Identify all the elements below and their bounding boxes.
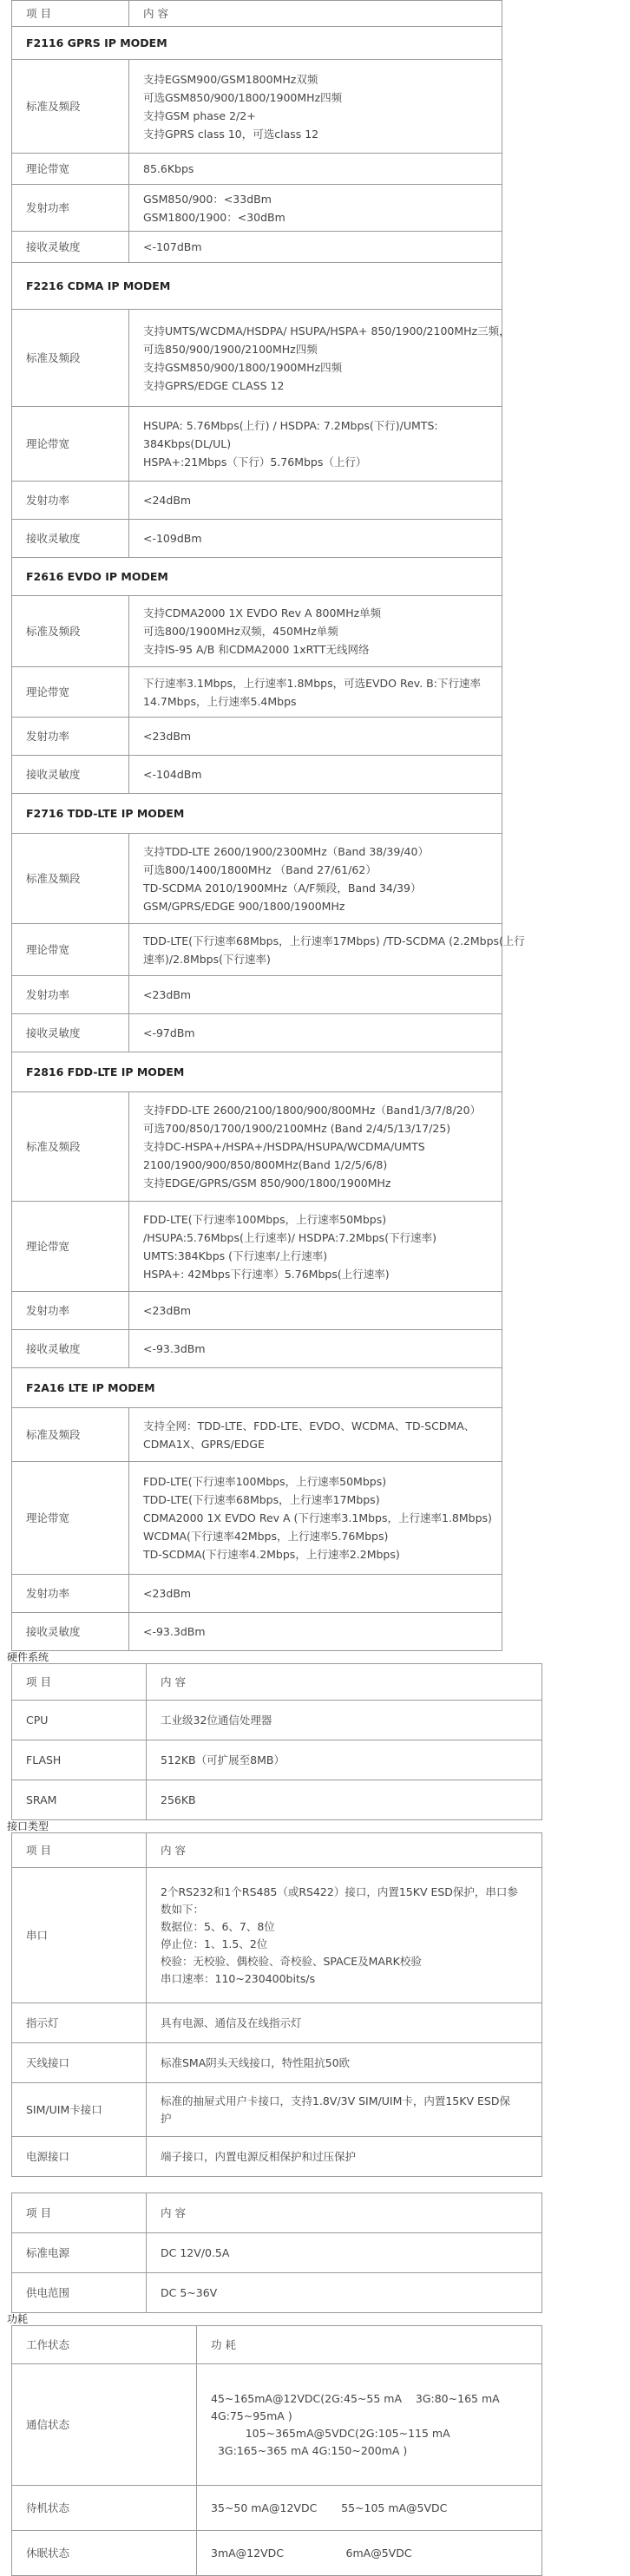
value-line: TD-SCDMA 2010/1900MHz（A/F频段，Band 34/39） (143, 881, 422, 895)
value-line: 工业级32位通信处理器 (161, 1713, 272, 1727)
row-value (147, 2043, 542, 2083)
row-label: 待机状态 (12, 2486, 197, 2531)
table-header-row (12, 2326, 542, 2364)
value-line: HSPA+: 42Mbps下行速率）5.76Mbps(上行速率) (143, 1267, 390, 1281)
row-value (147, 1740, 542, 1780)
row-label: CPU (12, 1701, 147, 1740)
row-label: 标准电源 (12, 2233, 147, 2273)
header-content: 内 容 (147, 1833, 542, 1868)
value-line: CDMA1X、GPRS/EDGE (143, 1437, 265, 1451)
table-header-row (12, 1, 502, 27)
consumption-section-title: 功耗 (7, 2313, 29, 2325)
value-line: <-97dBm (143, 1026, 195, 1039)
table-row (12, 2137, 542, 2177)
spacer (0, 2177, 630, 2193)
value-line: 2100/1900/900/850/800MHz(Band 1/2/5/6/8) (143, 1158, 388, 1171)
value-line: DC 5~36V (161, 2285, 218, 2299)
row-label: FLASH (12, 1740, 147, 1780)
row-value (147, 1868, 542, 2003)
section-title: F2116 GPRS IP MODEM (12, 27, 502, 60)
value-line: TDD-LTE(下行速率68Mbps，上行速率17Mbps) (143, 1493, 380, 1506)
value-line: 105~365mA@5VDC(2G:105~115 mA (211, 2426, 450, 2440)
row-label: 标准及频段 (12, 834, 129, 924)
row-label: 休眠状态 (12, 2531, 197, 2576)
table-row (12, 482, 502, 520)
value-line: FDD-LTE(下行速率100Mbps，上行速率50Mbps) (143, 1475, 387, 1488)
header-content: 功 耗 (197, 2326, 542, 2364)
row-value (129, 1092, 502, 1202)
row-value (129, 520, 502, 558)
row-label: SIM/UIM卡接口 (12, 2083, 147, 2137)
row-value (129, 976, 502, 1014)
table-row (12, 1575, 502, 1613)
table-row (12, 1701, 542, 1740)
row-value (197, 2486, 542, 2531)
value-line: FDD-LTE(下行速率100Mbps，上行速率50Mbps) (143, 1212, 387, 1226)
table-row (12, 718, 502, 756)
row-label: 接收灵敏度 (12, 232, 129, 263)
row-label: 理论带宽 (12, 667, 129, 718)
value-line: 支持CDMA2000 1X EVDO Rev A 800MHz单频 (143, 606, 382, 619)
row-label: 接收灵敏度 (12, 1014, 129, 1052)
row-label: 发射功率 (12, 976, 129, 1014)
header-item: 项 目 (12, 1664, 147, 1701)
row-value (129, 834, 502, 924)
value-line: <23dBm (143, 1304, 192, 1317)
value-line: UMTS:384Kbps (下行速率/上行速率) (143, 1249, 328, 1262)
header-content: 内 容 (129, 1, 502, 27)
value-line: 3mA@12VDC 6mA@5VDC (211, 2546, 412, 2560)
value-line: 256KB (161, 1793, 196, 1806)
value-line: 停止位：1、1.5、2位 (161, 1937, 268, 1950)
row-label: 发射功率 (12, 185, 129, 232)
table-row (12, 520, 502, 558)
value-line: 串口速率：110~230400bits/s (161, 1971, 316, 1985)
table-row (12, 1740, 542, 1780)
value-line: <-107dBm (143, 240, 202, 253)
header-item: 工作状态 (12, 2326, 197, 2364)
table-row (12, 1868, 542, 2003)
section-title: F2816 FDD-LTE IP MODEM (12, 1052, 502, 1092)
value-line: 支持UMTS/WCDMA/HSDPA/ HSUPA/HSPA+ 850/1900/2100MHz三频， (143, 324, 510, 338)
row-label: 电源接口 (12, 2137, 147, 2177)
value-line: 支持GPRS/EDGE CLASS 12 (143, 378, 285, 392)
interfaces-section-title: 接口类型 (7, 1820, 49, 1832)
value-line: 校验：无校验、偶校验、奇校验、SPACE及MARK校验 (161, 1954, 422, 1968)
row-label: 标准及频段 (12, 310, 129, 407)
row-value (129, 1202, 502, 1292)
row-value (147, 1780, 542, 1820)
section-title-row (12, 1368, 502, 1408)
section-title-row (12, 794, 502, 834)
section-title-row (12, 558, 502, 596)
value-line: DC 12V/0.5A (161, 2245, 230, 2259)
section-title-row (12, 27, 502, 60)
row-label: SRAM (12, 1780, 147, 1820)
value-line: <23dBm (143, 988, 192, 1001)
row-value (147, 2233, 542, 2273)
row-value (129, 407, 502, 482)
table-row (12, 756, 502, 794)
table-row (12, 2273, 542, 2313)
row-label: 标准及频段 (12, 596, 129, 667)
value-line: <24dBm (143, 494, 192, 507)
row-label: 理论带宽 (12, 1462, 129, 1575)
value-line: 支持GPRS class 10，可选class 12 (143, 127, 319, 141)
row-value (147, 2003, 542, 2043)
table-row (12, 2486, 542, 2531)
table-row (12, 1613, 502, 1651)
value-line: 14.7Mbps，上行速率5.4Mbps (143, 694, 297, 708)
value-line: 速率)/2.8Mbps(下行速率) (143, 952, 271, 966)
row-label: 指示灯 (12, 2003, 147, 2043)
value-line: 下行速率3.1Mbps，上行速率1.8Mbps，可选EVDO Rev. B:下行速率 (143, 676, 481, 690)
row-value (129, 1408, 502, 1462)
table-row (12, 596, 502, 667)
row-value (147, 2083, 542, 2137)
row-label: 标准及频段 (12, 60, 129, 154)
row-value (147, 2273, 542, 2313)
section-title: F2216 CDMA IP MODEM (12, 263, 502, 310)
row-label: 接收灵敏度 (12, 1330, 129, 1368)
table-row (12, 2083, 542, 2137)
table-row (12, 1092, 502, 1202)
value-line: HSPA+:21Mbps（下行）5.76Mbps（上行） (143, 456, 367, 469)
power-supply-table (11, 2193, 542, 2313)
value-line: 512KB（可扩展至8MB） (161, 1753, 285, 1766)
table-row (12, 60, 502, 154)
row-label: 接收灵敏度 (12, 756, 129, 794)
table-row (12, 1408, 502, 1462)
table-header-row (12, 1833, 542, 1868)
row-label: 理论带宽 (12, 407, 129, 482)
value-line: /HSUPA:5.76Mbps(上行速率)/ HSDPA:7.2Mbps(下行速率) (143, 1230, 436, 1244)
row-label: 发射功率 (12, 718, 129, 756)
table-row (12, 976, 502, 1014)
value-line: 384Kbps(DL/UL) (143, 437, 232, 450)
value-line: 4G:75~95mA ) (211, 2409, 292, 2422)
row-value (197, 2531, 542, 2576)
table-row (12, 2003, 542, 2043)
row-label: 发射功率 (12, 1575, 129, 1613)
table-row (12, 2364, 542, 2486)
consumption-table (11, 2325, 542, 2576)
row-value (129, 1292, 502, 1330)
header-item: 项 目 (12, 1, 129, 27)
header-item: 项 目 (12, 2193, 147, 2233)
row-value (129, 1330, 502, 1368)
value-line: 端子接口，内置电源反相保护和过压保护 (161, 2149, 357, 2163)
value-line: 支持IS-95 A/B 和CDMA2000 1xRTT无线网络 (143, 643, 370, 656)
value-line: 支持GSM850/900/1800/1900MHz四频 (143, 360, 343, 374)
table-row (12, 2531, 542, 2576)
table-row (12, 667, 502, 718)
table-row (12, 310, 502, 407)
row-label: 发射功率 (12, 482, 129, 520)
row-value (129, 185, 502, 232)
section-title-row (12, 263, 502, 310)
value-line: 标准的抽屉式用户卡接口，支持1.8V/3V SIM/UIM卡，内置15KV ESD保 (161, 2094, 510, 2107)
table-header-row (12, 1664, 542, 1701)
value-line: 可选GSM850/900/1800/1900MHz四频 (143, 90, 343, 104)
value-line: 标准SMA阴头天线接口，特性阻抗50欧 (161, 2055, 351, 2069)
row-value (129, 60, 502, 154)
value-line: <-104dBm (143, 768, 202, 781)
row-label: 通信状态 (12, 2364, 197, 2486)
value-line: 支持全网：TDD-LTE、FDD-LTE、EVDO、WCDMA、TD-SCDMA、 (143, 1419, 476, 1432)
modem-spec-table (11, 0, 525, 1651)
table-row (12, 1014, 502, 1052)
value-line: 具有电源、通信及在线指示灯 (161, 2016, 302, 2029)
row-label: 串口 (12, 1868, 147, 2003)
value-line: TD-SCDMA(下行速率4.2Mbps，上行速率2.2Mbps) (143, 1548, 400, 1561)
row-value (129, 718, 502, 756)
hardware-table (11, 1663, 542, 1820)
row-value (129, 924, 525, 976)
section-title-row (12, 1052, 502, 1092)
value-line: 支持GSM phase 2/2+ (143, 108, 256, 122)
row-value (129, 1014, 502, 1052)
row-value (129, 310, 510, 407)
table-row (12, 185, 502, 232)
value-line: 可选800/1400/1800MHz （Band 27/61/62） (143, 862, 377, 876)
value-line: 35~50 mA@12VDC 55~105 mA@5VDC (211, 2501, 448, 2514)
value-line: <23dBm (143, 730, 192, 743)
row-value (129, 154, 502, 185)
row-label: 标准及频段 (12, 1092, 129, 1202)
row-label: 理论带宽 (12, 1202, 129, 1292)
row-label: 发射功率 (12, 1292, 129, 1330)
value-line: 2个RS232和1个RS485（或RS422）接口，内置15KV ESD保护，串口参 (161, 1884, 518, 1898)
value-line: 支持TDD-LTE 2600/1900/2300MHz（Band 38/39/40） (143, 844, 429, 858)
table-row (12, 834, 502, 924)
header-item: 项 目 (12, 1833, 147, 1868)
row-value (129, 1575, 502, 1613)
table-row (12, 2043, 542, 2083)
value-line: 3G:165~365 mA 4G:150~200mA ) (211, 2443, 408, 2457)
row-value (129, 1613, 502, 1651)
row-value (197, 2364, 542, 2486)
section-title: F2616 EVDO IP MODEM (12, 558, 502, 596)
header-content: 内 容 (147, 1664, 542, 1701)
table-row (12, 1330, 502, 1368)
header-content: 内 容 (147, 2193, 542, 2233)
row-label: 接收灵敏度 (12, 520, 129, 558)
value-line: <23dBm (143, 1587, 192, 1600)
table-row (12, 1202, 502, 1292)
row-label: 接收灵敏度 (12, 1613, 129, 1651)
table-row (12, 407, 502, 482)
table-row (12, 2233, 542, 2273)
section-title: F2A16 LTE IP MODEM (12, 1368, 502, 1408)
value-line: 支持EDGE/GPRS/GSM 850/900/1800/1900MHz (143, 1177, 391, 1190)
row-value (147, 1701, 542, 1740)
value-line: 45~165mA@12VDC(2G:45~55 mA 3G:80~165 mA (211, 2391, 500, 2405)
value-line: GSM1800/1900：<30dBm (143, 210, 285, 224)
value-line: <-109dBm (143, 532, 202, 545)
table-row (12, 924, 502, 976)
value-line: <-93.3dBm (143, 1625, 206, 1638)
value-line: 支持DC-HSPA+/HSPA+/HSDPA/HSUPA/WCDMA/UMTS (143, 1140, 425, 1153)
value-line: HSUPA: 5.76Mbps(上行) / HSDPA: 7.2Mbps(下行)/UMTS: (143, 419, 438, 432)
value-line: <-93.3dBm (143, 1342, 206, 1355)
row-value (129, 232, 502, 263)
value-line: GSM850/900：<33dBm (143, 192, 272, 206)
value-line: 支持EGSM900/GSM1800MHz双频 (143, 72, 318, 86)
row-value (147, 2137, 542, 2177)
value-line: CDMA2000 1X EVDO Rev A (下行速率3.1Mbps，上行速率1.8Mbps) (143, 1511, 492, 1524)
row-label: 理论带宽 (12, 924, 129, 976)
value-line: WCDMA(下行速率42Mbps，上行速率5.76Mbps) (143, 1530, 389, 1543)
value-line: 数如下： (161, 1902, 205, 1916)
row-label: 天线接口 (12, 2043, 147, 2083)
row-label: 理论带宽 (12, 154, 129, 185)
row-value (129, 482, 502, 520)
value-line: 支持FDD-LTE 2600/2100/1800/900/800MHz（Band1/3/7/8/20） (143, 1104, 482, 1117)
value-line: GSM/GPRS/EDGE 900/1800/1900MHz (143, 899, 345, 913)
row-label: 供电范围 (12, 2273, 147, 2313)
row-value (129, 667, 502, 718)
hardware-section-title: 硬件系统 (7, 1651, 49, 1663)
value-line: 可选700/850/1700/1900/2100MHz (Band 2/4/5/13/17/25) (143, 1122, 451, 1135)
table-header-row (12, 2193, 542, 2233)
value-line: 85.6Kbps (143, 162, 194, 175)
table-row (12, 154, 502, 185)
value-line: 数据位：5、6、7、8位 (161, 1919, 275, 1933)
row-label: 标准及频段 (12, 1408, 129, 1462)
row-value (129, 1462, 502, 1575)
value-line: 可选850/900/1900/2100MHz四频 (143, 342, 318, 356)
table-row (12, 1780, 542, 1820)
interfaces-table (11, 1832, 542, 2177)
section-title: F2716 TDD-LTE IP MODEM (12, 794, 502, 834)
row-value (129, 596, 502, 667)
table-row (12, 1462, 502, 1575)
value-line: 可选800/1900MHz双频，450MHz单频 (143, 625, 338, 638)
row-value (129, 756, 502, 794)
value-line: TDD-LTE(下行速率68Mbps，上行速率17Mbps) /TD-SCDMA (2.2Mbps(上行 (143, 934, 525, 947)
value-line: 护 (161, 2111, 172, 2125)
table-row (12, 232, 502, 263)
table-row (12, 1292, 502, 1330)
